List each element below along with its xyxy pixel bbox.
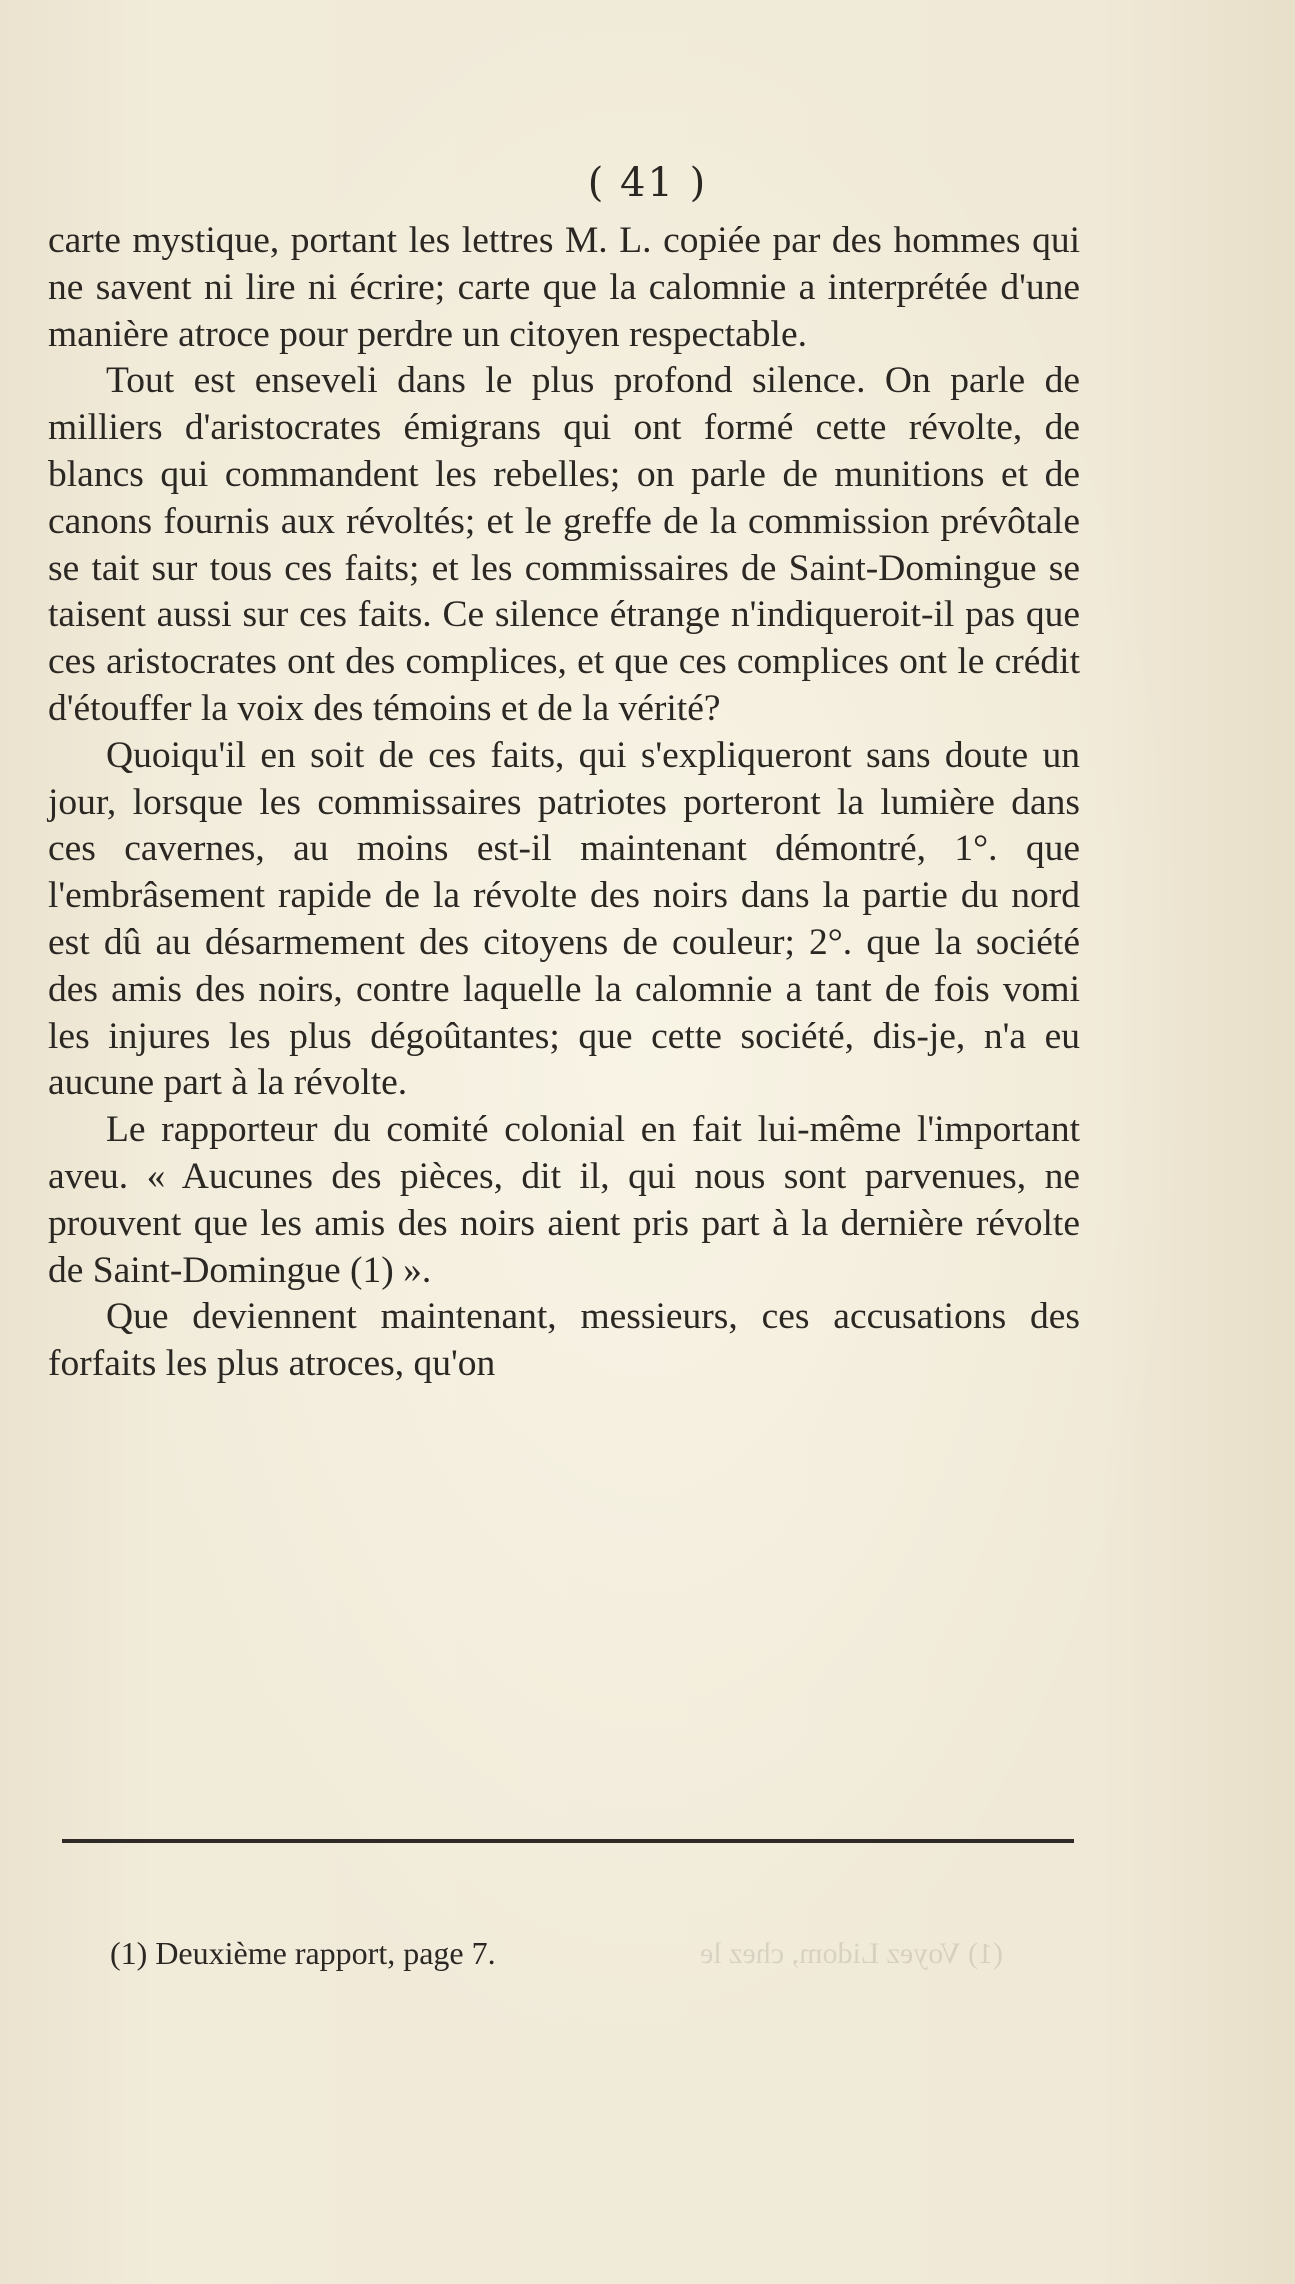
page-number: ( 41 ) xyxy=(587,160,708,206)
footnote: (1) Deuxième rapport, page 7. xyxy=(110,1935,496,1971)
paragraph-4: Le rapporteur du comité colonial en fait lui-même l'important aveu. « Aucunes des pièces, dit il, qui nous sont parvenues, ne prouvent que les amis des noirs aient pris part à la dernière révolte de Saint-Domingue (1) ». xyxy=(48,1109,1080,1291)
footnote-divider xyxy=(62,1839,1074,1843)
paragraph-5: Que deviennent maintenant, messieurs, ces accusations des forfaits les plus atroces, qu'on xyxy=(48,1296,1080,1385)
paragraph-2: Tout est enseveli dans le plus profond silence. On parle de milliers d'aristocrates émigrans qui ont formé cette révolte, de blancs qui commandent les rebelles; on parle de munitions et de canons fournis aux révoltés; et le greffe de la commission prévôtale se tait sur tous ces faits; et les commissaires de Saint-Domingue se taisent aussi sur ces faits. Ce silence étrange n'indiqueroit-il pas que ces aristocrates ont des complices, et que ces complices ont le crédit d'étouffer la voix des témoins et de la vérité? xyxy=(48,360,1080,729)
bleed-through-text: (1) Voyez Lidom, chez le xyxy=(700,1937,1003,1970)
body-text xyxy=(48,218,1080,1388)
paragraph-1: carte mystique, portant les lettres M. L. copiée par des hommes qui ne savent ni lire ni écrire; carte que la calomnie a interprétée d'une manière atroce pour perdre un citoyen respectable. xyxy=(48,220,1080,355)
paragraph-3: Quoiqu'il en soit de ces faits, qui s'expliqueront sans doute un jour, lorsque les commissaires patriotes porteront la lumière dans ces cavernes, au moins est-il maintenant démontré, 1°. que l'embrâsement rapide de la révolte des noirs dans la partie du nord est dû au désarmement des citoyens de couleur; 2°. que la société des amis des noirs, contre laquelle la calomnie a tant de fois vomi les injures les plus dégoûtantes; que cette société, dis-je, n'a eu aucune part à la révolte. xyxy=(48,734,1080,1104)
